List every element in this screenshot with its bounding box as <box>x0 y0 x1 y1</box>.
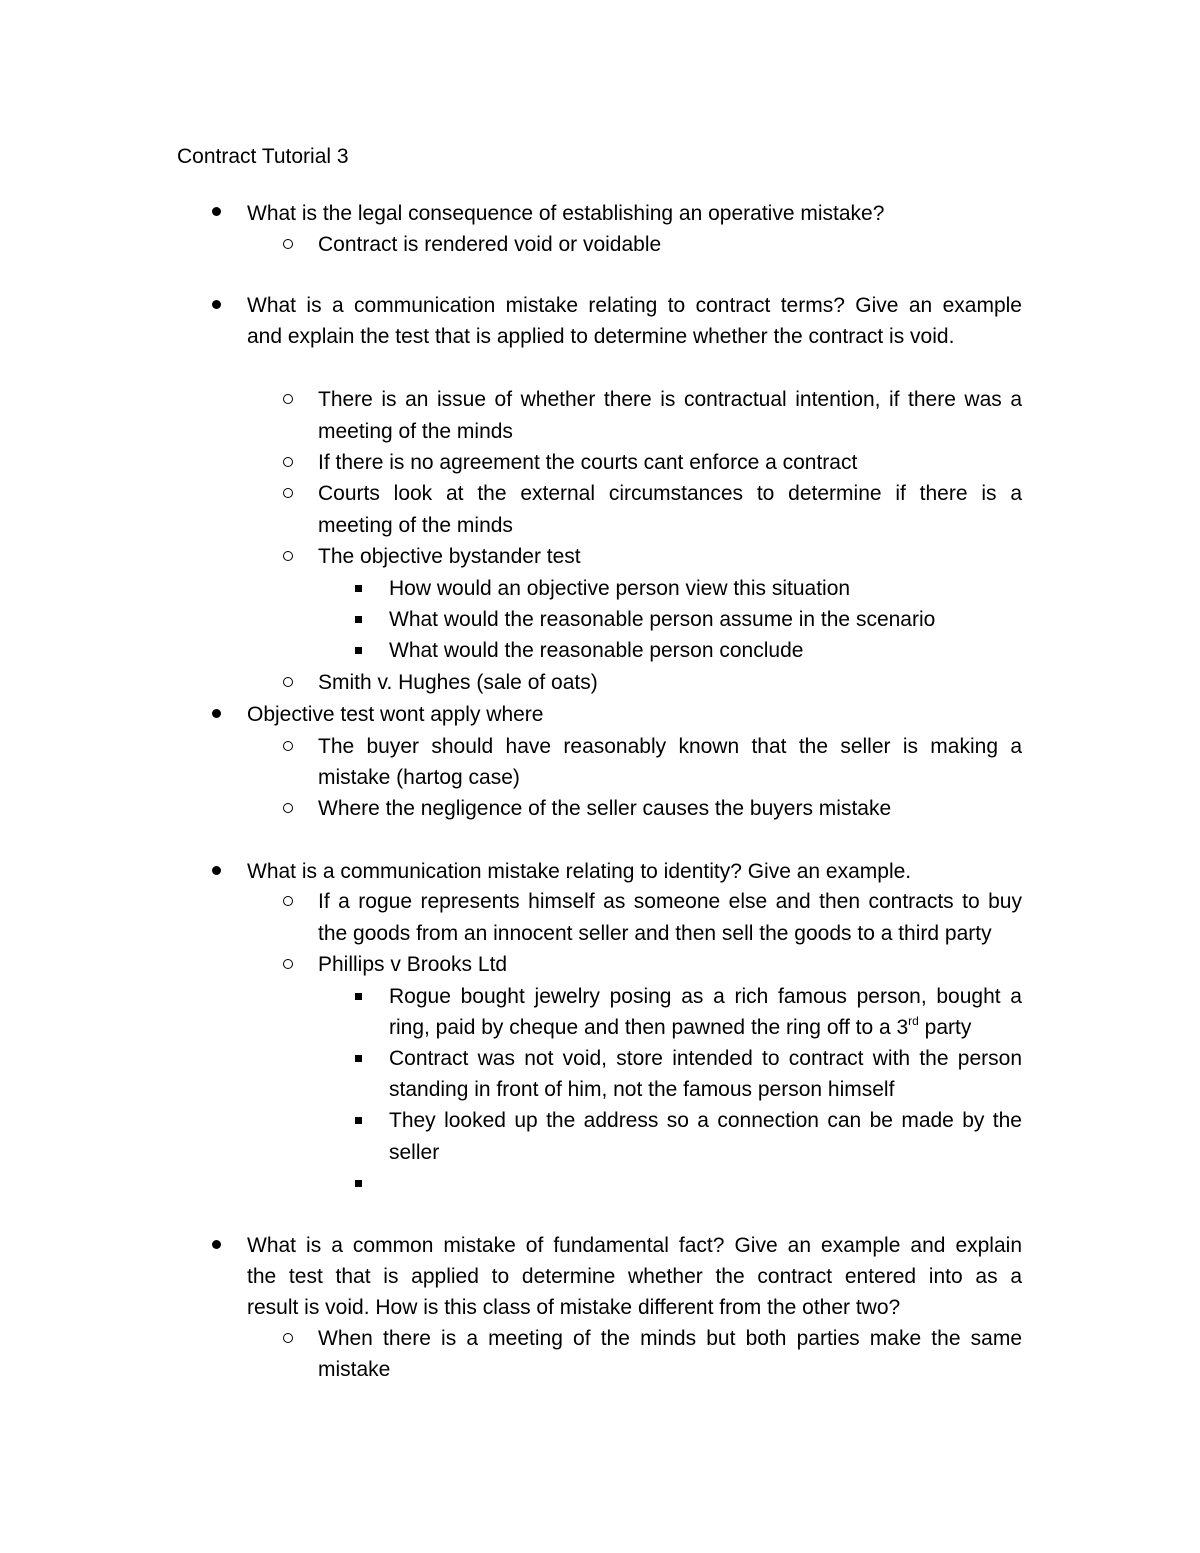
answer-3-2: Where the negligence of the seller causes the buyers mistake <box>318 797 892 820</box>
question-4: What is a communication mistake relating to identity? Give an example. <box>247 860 912 883</box>
bullet-circle <box>283 239 293 249</box>
bullet-dot <box>212 300 221 309</box>
answer-2-5: Smith v. Hughes (sale of oats) <box>318 671 598 694</box>
question-1: What is the legal consequence of establishing an operative mistake? <box>247 202 885 225</box>
answer-4-2-sub-3-line-1: They looked up the address so a connection can be made by the <box>389 1109 1022 1132</box>
bullet-square <box>355 585 362 592</box>
bullet-square <box>355 1055 362 1062</box>
bullet-circle <box>283 741 293 751</box>
bullet-circle <box>283 896 293 906</box>
answer-2-2: If there is no agreement the courts cant enforce a contract <box>318 451 858 474</box>
answer-4-2-sub-2-line-1: Contract was not void, store intended to contract with the person <box>389 1047 1022 1070</box>
bullet-circle <box>283 1333 293 1343</box>
question-5-line-1: What is a common mistake of fundamental fact? Give an example and explain <box>247 1234 1022 1257</box>
bullet-dot <box>212 207 221 216</box>
answer-2-3-line-2: meeting of the minds <box>318 514 513 537</box>
document-title: Contract Tutorial 3 <box>177 145 349 168</box>
bullet-dot <box>212 709 221 718</box>
bullet-square <box>355 1180 362 1187</box>
answer-3-1-line-1: The buyer should have reasonably known that the seller is making a <box>318 735 1022 758</box>
bullet-circle <box>283 677 293 687</box>
bullet-circle <box>283 803 293 813</box>
bullet-square <box>355 1117 362 1124</box>
answer-4-2-sub-2-line-2: standing in front of him, not the famous person himself <box>389 1078 895 1101</box>
question-2-line-2: and explain the test that is applied to determine whether the contract is void. <box>247 325 955 348</box>
bullet-circle <box>283 551 293 561</box>
question-3: Objective test wont apply where <box>247 703 544 726</box>
answer-2-4: The objective bystander test <box>318 545 581 568</box>
bullet-square <box>355 647 362 654</box>
answer-2-4-sub-1: How would an objective person view this situation <box>389 577 851 600</box>
bullet-dot <box>212 866 221 875</box>
answer-4-2-sub-1-line-2 <box>389 1012 1022 1043</box>
bullet-circle <box>283 959 293 969</box>
answer-1-1: Contract is rendered void or voidable <box>318 233 662 256</box>
answer-4-2-sub-1-tail: party <box>918 1016 972 1039</box>
answer-4-2-sub-3-line-2: seller <box>389 1141 440 1164</box>
answer-2-4-sub-3: What would the reasonable person conclude <box>389 639 804 662</box>
bullet-dot <box>212 1240 221 1249</box>
bullet-circle <box>283 394 293 404</box>
ordinal-suffix: rd <box>908 1014 919 1028</box>
bullet-circle <box>283 457 293 467</box>
answer-5-1-line-2: mistake <box>318 1358 391 1381</box>
answer-2-4-sub-2: What would the reasonable person assume in the scenario <box>389 608 936 631</box>
answer-4-2-sub-1-text: ring, paid by cheque and then pawned the ring off to a 3 <box>389 1016 909 1039</box>
answer-2-1-line-1: There is an issue of whether there is contractual intention, if there was a <box>318 388 1022 411</box>
answer-4-2: Phillips v Brooks Ltd <box>318 953 508 976</box>
bullet-square <box>355 616 362 623</box>
bullet-circle <box>283 488 293 498</box>
answer-2-1-line-2: meeting of the minds <box>318 420 513 443</box>
answer-3-1-line-2: mistake (hartog case) <box>318 766 520 789</box>
answer-5-1-line-1: When there is a meeting of the minds but both parties make the same <box>318 1327 1022 1350</box>
answer-4-1-line-2: the goods from an innocent seller and then sell the goods to a third party <box>318 922 992 945</box>
question-5-line-3: result is void. How is this class of mistake different from the other two? <box>247 1296 901 1319</box>
answer-4-2-sub-1-line-1: Rogue bought jewelry posing as a rich famous person, bought a <box>389 985 1022 1008</box>
question-2-line-1: What is a communication mistake relating to contract terms? Give an example <box>247 294 1022 317</box>
answer-4-1-line-1: If a rogue represents himself as someone else and then contracts to buy <box>318 890 1022 913</box>
answer-2-3-line-1: Courts look at the external circumstances to determine if there is a <box>318 482 1022 505</box>
question-5-line-2: the test that is applied to determine whether the contract entered into as a <box>247 1265 1022 1288</box>
bullet-square <box>355 993 362 1000</box>
